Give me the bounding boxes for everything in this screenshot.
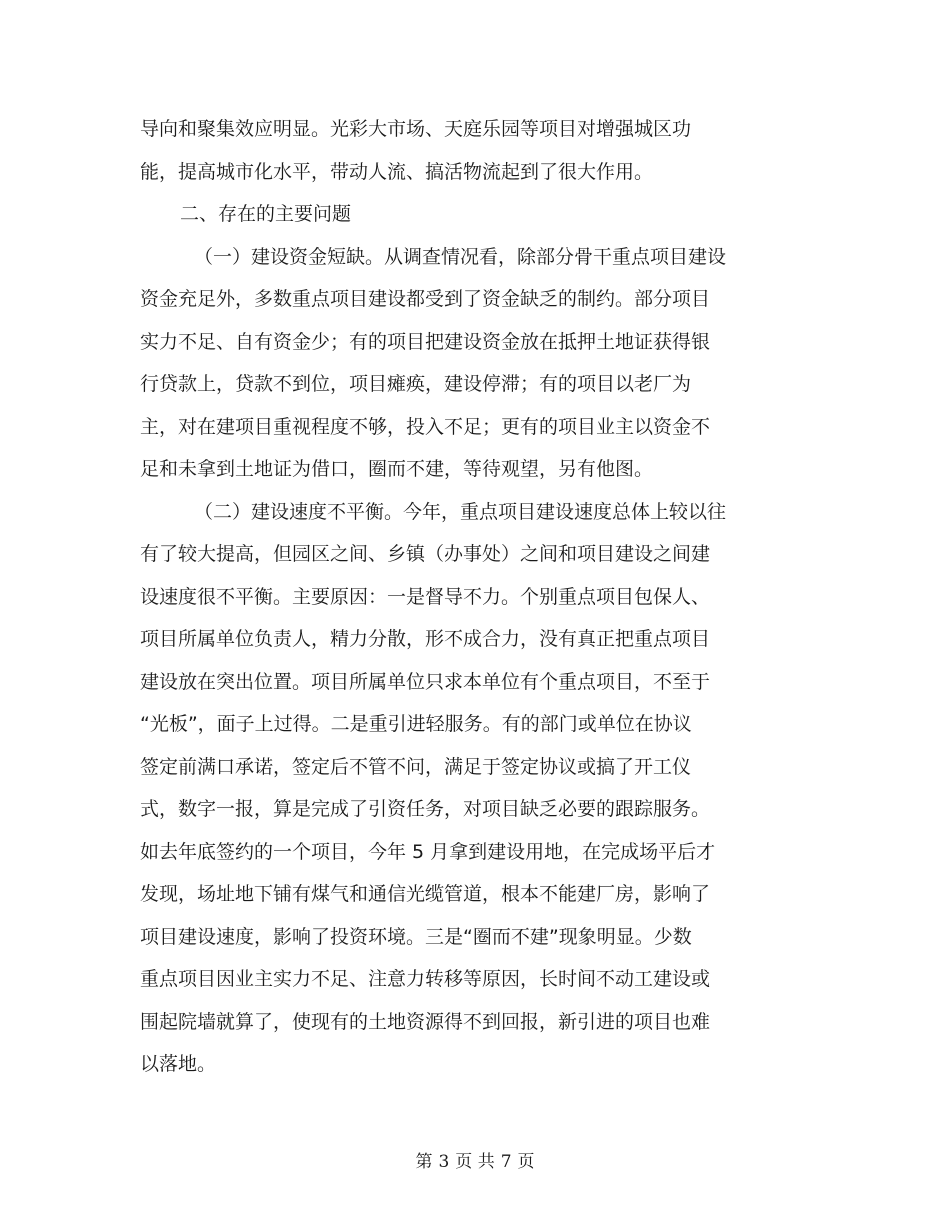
paragraph-start: （一）建设资金短缺。从调查情况看，除部分骨干重点项目建设 [194, 245, 727, 268]
text-line: 重点项目因业主实力不足、注意力转移等原因，长时间不动工建设或 [140, 968, 711, 990]
text-line: 资金充足外，多数重点项目建设都受到了资金缺乏的制约。部分项目 [140, 288, 711, 310]
text-line: 式，数字一报，算是完成了引资任务，对项目缺乏必要的跟踪服务。 [140, 798, 711, 820]
text-line: “光板”，面子上过得。二是重引进轻服务。有的部门或单位在协议 [140, 713, 692, 735]
text-line: 项目建设速度，影响了投资环境。三是“圈而不建”现象明显。少数 [140, 925, 692, 948]
text-line: 签定前满口承诺，签定后不管不问，满足于签定协议或搞了开工仪 [140, 755, 692, 778]
footer-page-number: 3 [438, 1152, 450, 1172]
text-line: 以落地。 [140, 1053, 217, 1075]
text-line: 足和未拿到土地证为借口，圈而不建，等待观望，另有他图。 [140, 458, 654, 480]
footer-suffix: 页 [517, 1152, 535, 1172]
text-line: 建设放在突出位置。项目所属单位只求本单位有个重点项目，不至于 [140, 670, 711, 693]
text-line: 实力不足、自有资金少；有的项目把建设资金放在抵押土地证获得银 [140, 330, 711, 353]
text-line: 围起院墙就算了，使现有的土地资源得不到回报，新引进的项目也难 [140, 1010, 711, 1033]
footer-mid: 页 共 [455, 1152, 495, 1172]
section-heading: 二、存在的主要问题 [180, 203, 352, 225]
footer-total-pages: 7 [500, 1152, 512, 1172]
text-line: 导向和聚集效应明显。光彩大市场、天庭乐园等项目对增强城区功 [140, 118, 692, 140]
text-line: 发现，场址地下铺有煤气和通信光缆管道，根本不能建厂房，影响了 [140, 883, 711, 905]
text-line: 设速度很不平衡。主要原因：一是督导不力。个别重点项目包保人、 [140, 585, 711, 608]
text-line: 有了较大提高，但园区之间、乡镇（办事处）之间和项目建设之间建 [140, 543, 711, 565]
text-line: 项目所属单位负责人，精力分散，形不成合力，没有真正把重点项目 [140, 628, 711, 650]
text-line: 能，提高城市化水平，带动人流、搞活物流起到了很大作用。 [140, 160, 654, 183]
text-line: 主，对在建项目重视程度不够，投入不足；更有的项目业主以资金不 [140, 415, 711, 438]
paragraph-start: （二）建设速度不平衡。今年，重点项目建设速度总体上较以往 [194, 500, 727, 523]
footer-prefix: 第 [415, 1152, 433, 1172]
text-line: 如去年底签约的一个项目，今年 5 月拿到建设用地，在完成场平后才 [140, 840, 716, 863]
document-body [140, 108, 780, 1086]
page-footer [0, 1147, 950, 1172]
text-line: 行贷款上，贷款不到位，项目瘫痪，建设停滞；有的项目以老厂为 [140, 373, 692, 395]
